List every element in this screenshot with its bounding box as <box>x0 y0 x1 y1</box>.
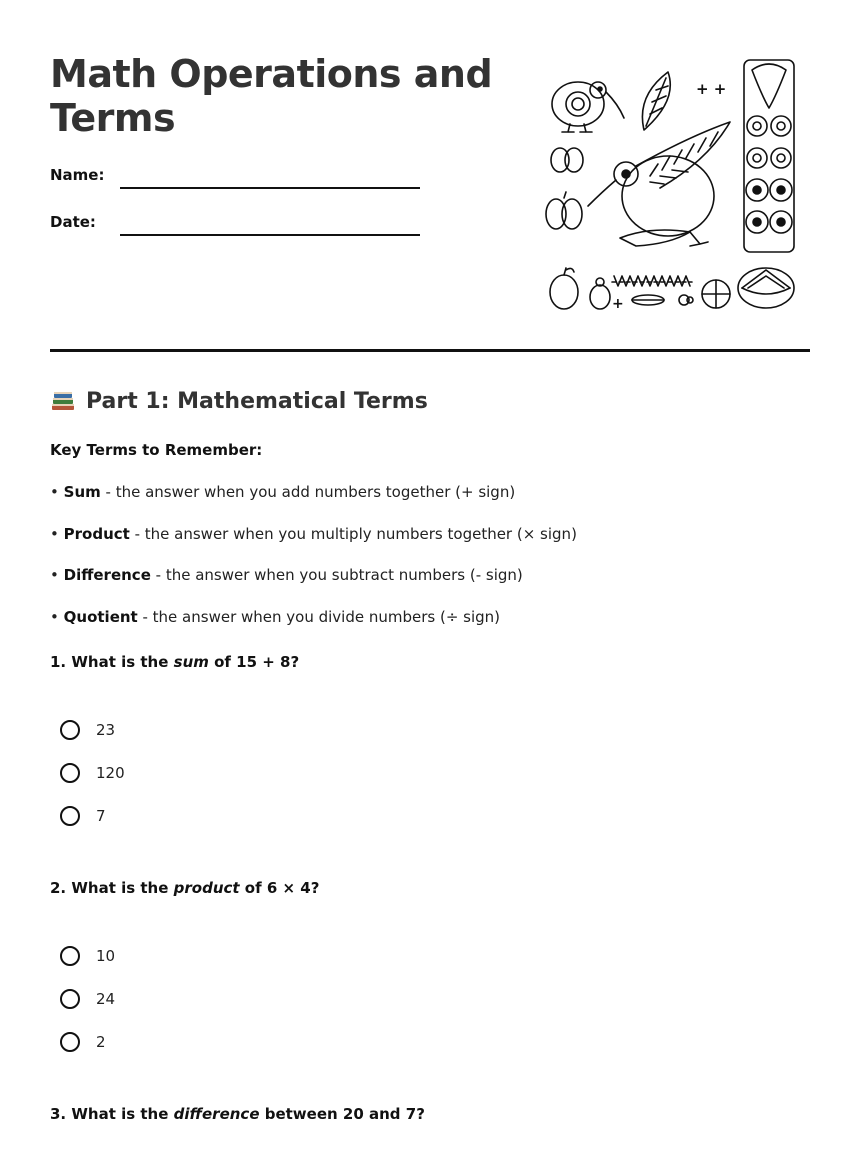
radio-button[interactable] <box>60 1032 80 1052</box>
option-label: 23 <box>96 721 116 739</box>
term-definition: - the answer when you add numbers together (+ sign) <box>100 483 516 501</box>
question-suffix: of 15 + 8? <box>208 653 300 671</box>
q2-option-1[interactable] <box>60 944 115 968</box>
question-suffix: of 6 × 4? <box>239 879 320 897</box>
term-definition: - the answer when you multiply numbers together (× sign) <box>129 525 577 543</box>
term-name: Quotient <box>63 608 138 626</box>
question-1 <box>50 653 299 671</box>
option-label: 120 <box>96 764 125 782</box>
question-3 <box>50 1105 425 1123</box>
term-quotient <box>50 608 500 626</box>
plus-signs: + + <box>696 80 727 98</box>
q1-option-3[interactable] <box>60 804 106 828</box>
option-label: 10 <box>96 947 116 965</box>
question-keyword: sum <box>173 653 209 671</box>
term-bullet: • <box>50 525 59 543</box>
date-label: Date: <box>50 213 96 231</box>
carving-icon <box>744 60 794 252</box>
key-terms-heading: Key Terms to Remember: <box>50 441 263 459</box>
term-sum <box>50 483 515 501</box>
kiwi-illustration-icon <box>540 56 810 318</box>
bottom-row-icons <box>550 268 794 312</box>
part1-heading <box>50 388 428 414</box>
term-bullet: • <box>50 608 59 626</box>
plus-small: + <box>612 296 624 312</box>
name-label: Name: <box>50 166 105 184</box>
small-kiwi-icon <box>552 82 624 132</box>
option-label: 2 <box>96 1033 106 1051</box>
radio-button[interactable] <box>60 989 80 1009</box>
question-2 <box>50 879 319 897</box>
term-difference <box>50 566 523 584</box>
option-label: 7 <box>96 807 106 825</box>
part1-heading-text: Part 1: Mathematical Terms <box>86 388 428 414</box>
term-product <box>50 525 577 543</box>
q1-option-1[interactable] <box>60 718 115 742</box>
q1-option-2[interactable] <box>60 761 125 785</box>
question-prefix: 2. What is the <box>50 879 174 897</box>
q2-option-3[interactable] <box>60 1030 106 1054</box>
term-name: Product <box>63 525 130 543</box>
term-bullet: • <box>50 483 59 501</box>
term-definition: - the answer when you subtract numbers (- sign) <box>150 566 523 584</box>
header-divider <box>50 349 810 352</box>
worksheet-title: Math Operations and Terms <box>50 52 493 140</box>
term-name: Difference <box>63 566 151 584</box>
date-field[interactable] <box>120 234 420 236</box>
term-name: Sum <box>63 483 101 501</box>
question-prefix: 1. What is the <box>50 653 174 671</box>
q2-option-2[interactable] <box>60 987 115 1011</box>
radio-button[interactable] <box>60 763 80 783</box>
option-label: 24 <box>96 990 116 1008</box>
large-kiwi-icon <box>588 122 730 246</box>
radio-button[interactable] <box>60 720 80 740</box>
books-icon <box>50 388 76 414</box>
radio-button[interactable] <box>60 946 80 966</box>
question-suffix: between 20 and 7? <box>259 1105 425 1123</box>
term-bullet: • <box>50 566 59 584</box>
radio-button[interactable] <box>60 806 80 826</box>
term-definition: - the answer when you divide numbers (÷ sign) <box>137 608 501 626</box>
leaf-icon <box>642 72 670 130</box>
question-keyword: product <box>173 879 240 897</box>
question-prefix: 3. What is the <box>50 1105 174 1123</box>
question-keyword: difference <box>173 1105 260 1123</box>
name-field[interactable] <box>120 187 420 189</box>
fruit-icon <box>546 148 583 229</box>
